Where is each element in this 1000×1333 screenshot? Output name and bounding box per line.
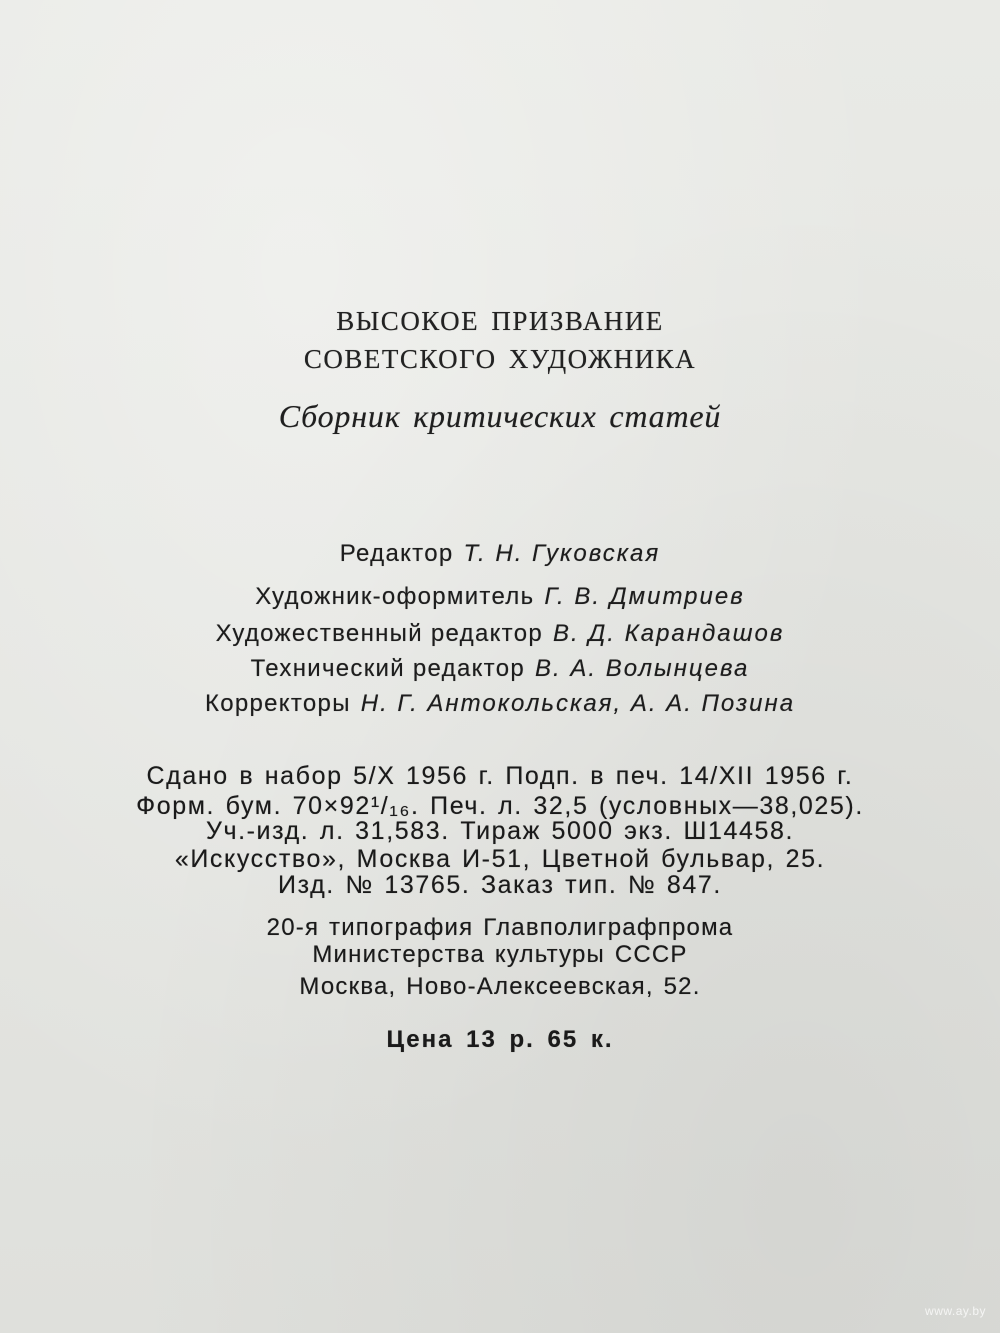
imprint-line: Изд. № 13765. Заказ тип. № 847. [278, 871, 722, 899]
credit-person: Г. В. Дмитриев [544, 583, 745, 610]
credit-role: Художник-оформитель [255, 583, 535, 610]
printer-line: Министерства культуры СССР [312, 941, 688, 968]
credit-technical-editor [0, 655, 1000, 683]
credit-role: Корректоры [204, 690, 351, 717]
credit-editor [0, 540, 1000, 568]
printer-line: Москва, Ново-Алексеевская, 52. [299, 973, 701, 1000]
printer-line: 20-я типография Главполиграфпрома [266, 914, 734, 941]
site-watermark: www.ay.by [925, 1304, 986, 1318]
credit-person: В. Д. Карандашов [553, 620, 785, 647]
credit-person: Н. Г. Антокольская, А. А. Позина [360, 690, 796, 717]
book-title-line-1: ВЫСОКОЕ ПРИЗВАНИЕ [336, 306, 664, 336]
credit-person: Т. Н. Гуковская [463, 540, 661, 567]
imprint-line: Форм. бум. 70×92¹/₁₆. Печ. л. 32,5 (условных—38,025). [136, 792, 864, 820]
imprint-line: «Искусство», Москва И-51, Цветной бульвар, 25. [174, 845, 826, 873]
credit-role: Редактор [339, 540, 454, 567]
imprint-line: Уч.-изд. л. 31,583. Тираж 5000 экз. Ш14458. [205, 817, 795, 845]
credit-person: В. А. Волынцева [535, 655, 750, 682]
book-subtitle: Сборник критических статей [278, 398, 722, 434]
credit-art-editor [0, 620, 1000, 648]
book-title-line-2: СОВЕТСКОГО ХУДОЖНИКА [303, 344, 697, 374]
imprint-line: Сдано в набор 5/X 1956 г. Подп. в печ. 14/XII 1956 г. [146, 762, 854, 790]
credit-role: Технический редактор [250, 655, 525, 682]
book-price: Цена 13 р. 65 к. [386, 1026, 614, 1053]
credit-role: Художественный редактор [215, 620, 544, 647]
credit-designer [0, 583, 1000, 611]
credit-proofreaders [0, 690, 1000, 718]
